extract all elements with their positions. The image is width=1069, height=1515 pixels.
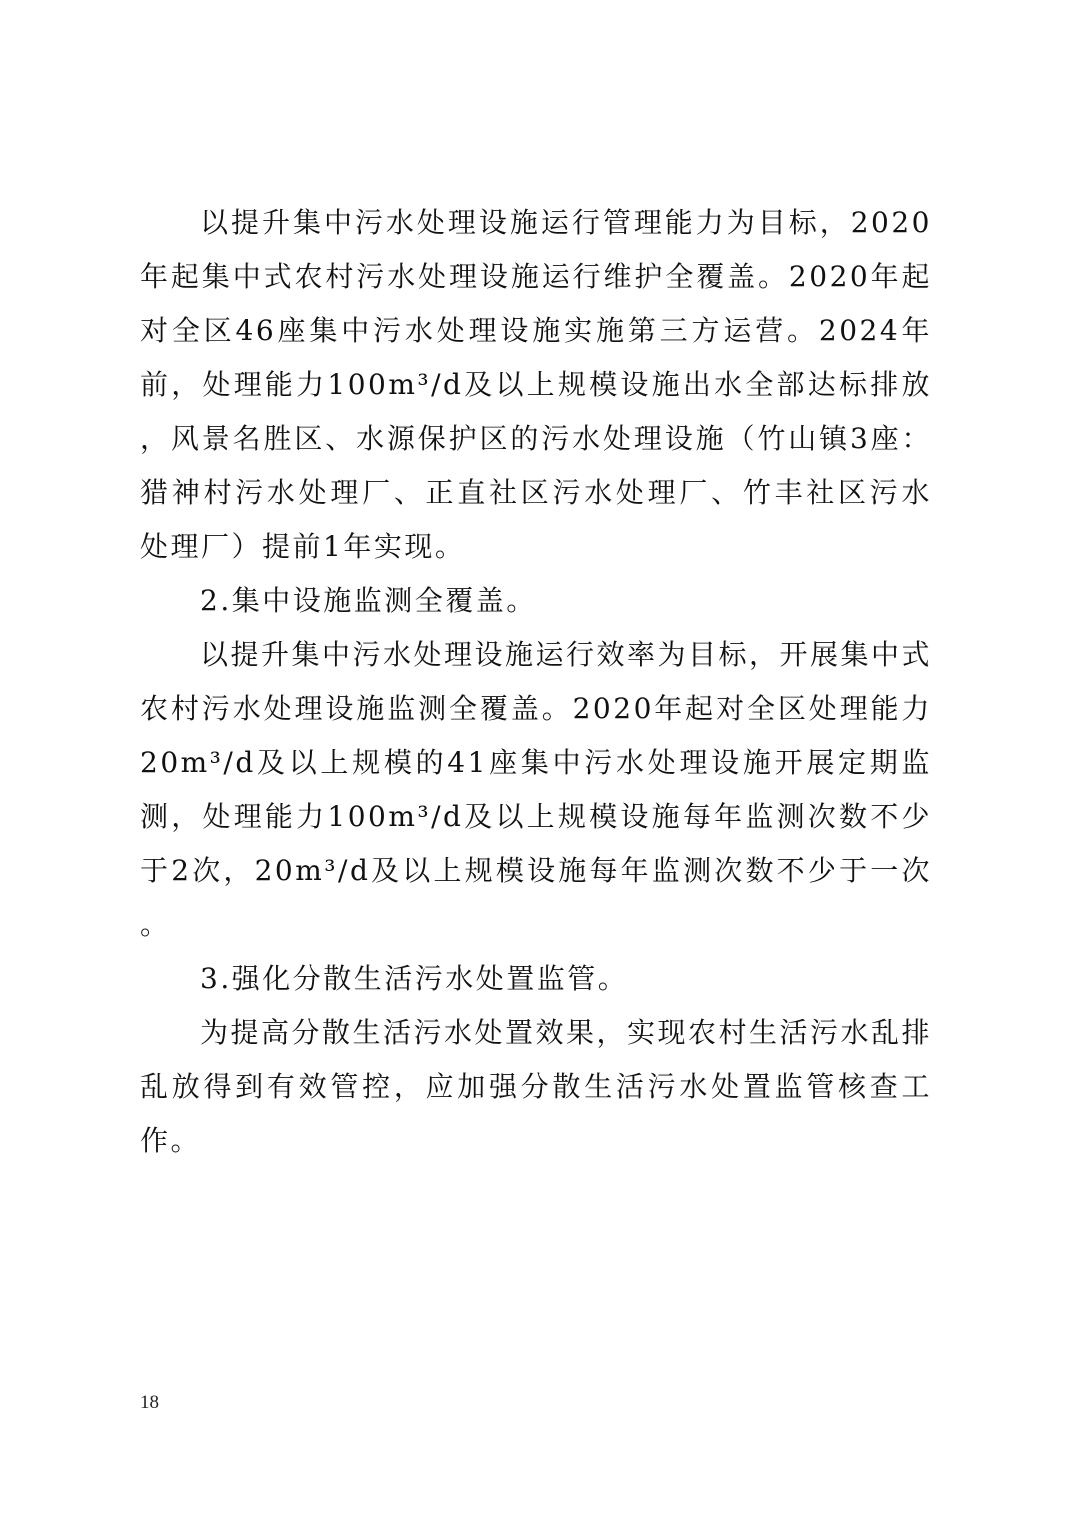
paragraph-operation-management: 以提升集中污水处理设施运行管理能力为目标，2020年起集中式农村污水处理设施运行维护全覆盖。2020年起对全区46座集中污水处理设施实施第三方运营。2024年前，处理能力100m³/d及以上规模设施出水全部达标排放，风景名胜区、水源保护区的污水处理设施（竹山镇3座：猎神村污水处理厂、正直社区污水处理厂、竹丰社区污水处理厂）提前1年实现。 (140, 206, 932, 563)
page-number: 18 (140, 1392, 159, 1413)
paragraph-monitoring: 以提升集中污水处理设施运行效率为目标，开展集中式农村污水处理设施监测全覆盖。2020年起对全区处理能力20m³/d及以上规模的41座集中污水处理设施开展定期监测，处理能力100m³/d及以上规模设施每年监测次数不少于2次，20m³/d及以上规模设施每年监测次数不少于一次。 (140, 638, 933, 941)
paragraph-decentralized-supervision: 为提高分散生活污水处置效果，实现农村生活污水乱排乱放得到有效管控，应加强分散生活污水处置监管核查工作。 (140, 1016, 933, 1157)
heading-decentralized-supervision: 3.强化分散生活污水处置监管。 (200, 962, 629, 995)
heading-monitoring-coverage: 2.集中设施监测全覆盖。 (200, 584, 537, 617)
body-text (140, 196, 932, 1168)
